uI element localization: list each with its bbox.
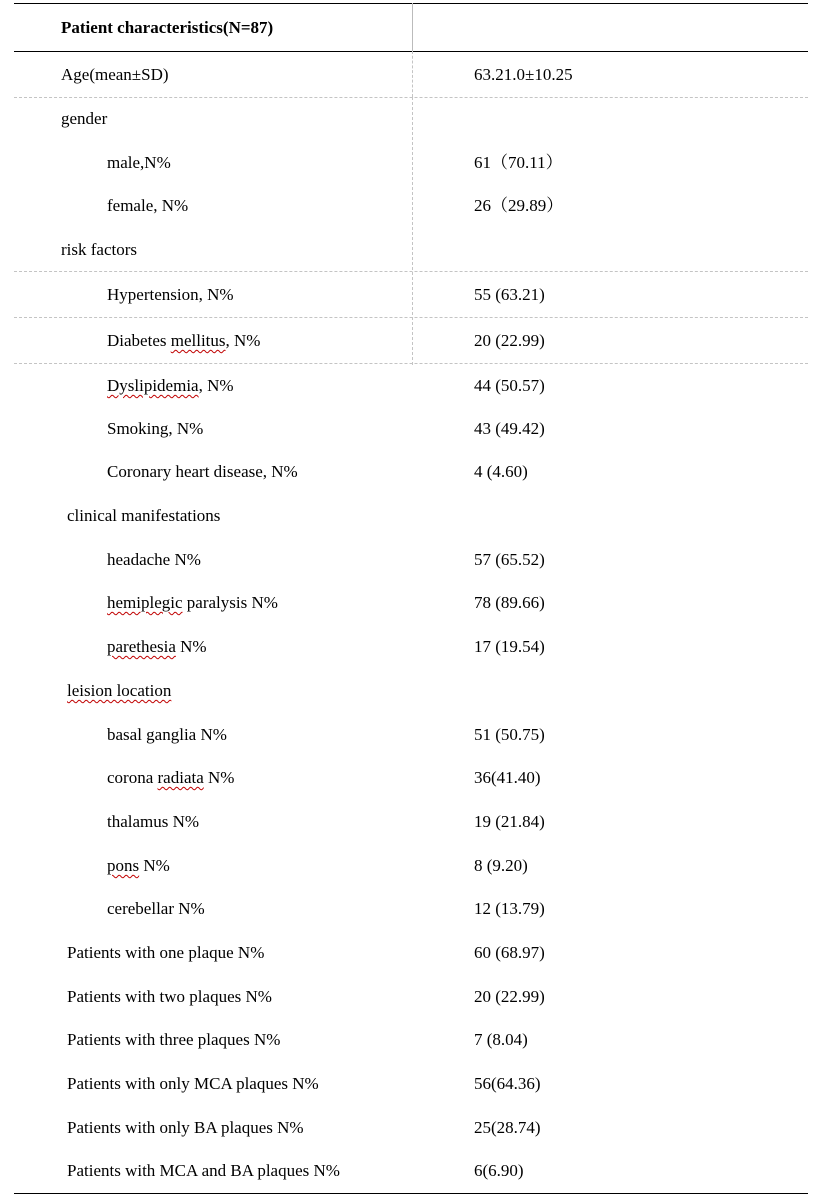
table-header-row [14,6,808,50]
label-part: N% [175,637,207,656]
row-value: 55 (63.21) [474,285,545,304]
header-rule [14,51,808,52]
header-label: Patient characteristics(N=87) [61,18,274,37]
spellcheck-flagged-word: pons [107,856,140,875]
row-label: Patients with three plaques N% [67,1030,281,1049]
spellcheck-flagged-word: parethesia [107,637,176,656]
row-label: gender [61,109,108,128]
row-label: female, N% [107,196,189,215]
row-label [67,669,171,713]
row-value: 56(64.36) [474,1074,541,1093]
spellcheck-flagged-word: hemiplegic [107,593,183,612]
row-value: 17 (19.54) [474,637,545,656]
spellcheck-flagged-word: leision location [67,681,172,700]
table-row [14,1018,808,1062]
label-part: N% [139,856,170,875]
row-divider [14,317,808,318]
row-value: 36(41.40) [474,768,541,787]
row-value: 26（29.89） [474,196,564,215]
table-row [14,450,808,494]
row-label [107,319,260,363]
row-label: thalamus N% [107,812,200,831]
row-label: Patients with MCA and BA plaques N% [67,1161,340,1180]
row-value: 78 (89.66) [474,593,545,612]
row-value: 19 (21.84) [474,812,545,831]
table-row [14,669,808,713]
row-value: 57 (65.52) [474,550,545,569]
label-part: , N% [225,331,261,350]
table-row [14,273,808,317]
table-row [14,319,808,363]
label-part: Diabetes [107,331,171,350]
row-value: 61（70.11） [474,153,563,172]
row-label: Patients with two plaques N% [67,987,272,1006]
table-row [14,975,808,1019]
table-row [14,364,808,408]
row-label: Coronary heart disease, N% [107,462,298,481]
spellcheck-flagged-word: Dyslipidemia [107,376,199,395]
table-row [14,53,808,97]
row-label [107,625,207,669]
table-row [14,887,808,931]
table-top-rule [14,3,808,4]
table-row [14,1106,808,1150]
row-label: Age(mean±SD) [61,65,169,84]
table-row [14,800,808,844]
row-label [107,756,234,800]
table-row [14,538,808,582]
row-value: 20 (22.99) [474,987,545,1006]
row-label: Patients with only MCA plaques N% [67,1074,319,1093]
table-row [14,184,808,228]
table-row [14,625,808,669]
row-label: cerebellar N% [107,899,205,918]
row-label [107,844,170,888]
row-value: 44 (50.57) [474,376,545,395]
row-label [107,581,278,625]
label-part: , N% [198,376,234,395]
table-row [14,844,808,888]
row-value: 4 (4.60) [474,462,528,481]
row-label: Smoking, N% [107,419,204,438]
table-row [14,141,808,185]
table-row [14,407,808,451]
label-part: corona [107,768,158,787]
row-label [107,364,234,408]
table-row [14,756,808,800]
row-label: clinical manifestations [67,506,221,525]
spellcheck-flagged-word: mellitus [170,331,226,350]
label-part: paralysis N% [182,593,278,612]
row-label: male,N% [107,153,171,172]
row-label: Hypertension, N% [107,285,234,304]
row-value: 51 (50.75) [474,725,545,744]
row-value: 7 (8.04) [474,1030,528,1049]
label-part: N% [203,768,235,787]
table-row [14,713,808,757]
table-bottom-rule [14,1193,808,1194]
table-row [14,931,808,975]
table-row [14,1062,808,1106]
row-value: 43 (49.42) [474,419,545,438]
spellcheck-flagged-word: radiata [157,768,204,787]
row-value: 12 (13.79) [474,899,545,918]
row-value: 20 (22.99) [474,331,545,350]
table-row [14,97,808,141]
row-value: 8 (9.20) [474,856,528,875]
table-row [14,1149,808,1193]
table-row [14,494,808,538]
row-label: Patients with only BA plaques N% [67,1118,304,1137]
table-row [14,228,808,272]
row-value: 60 (68.97) [474,943,545,962]
row-label: headache N% [107,550,201,569]
row-value: 6(6.90) [474,1161,524,1180]
row-value: 63.21.0±10.25 [474,65,573,84]
row-label: basal ganglia N% [107,725,227,744]
row-value: 25(28.74) [474,1118,541,1137]
row-label: Patients with one plaque N% [67,943,265,962]
table-row [14,581,808,625]
row-label: risk factors [61,240,138,259]
